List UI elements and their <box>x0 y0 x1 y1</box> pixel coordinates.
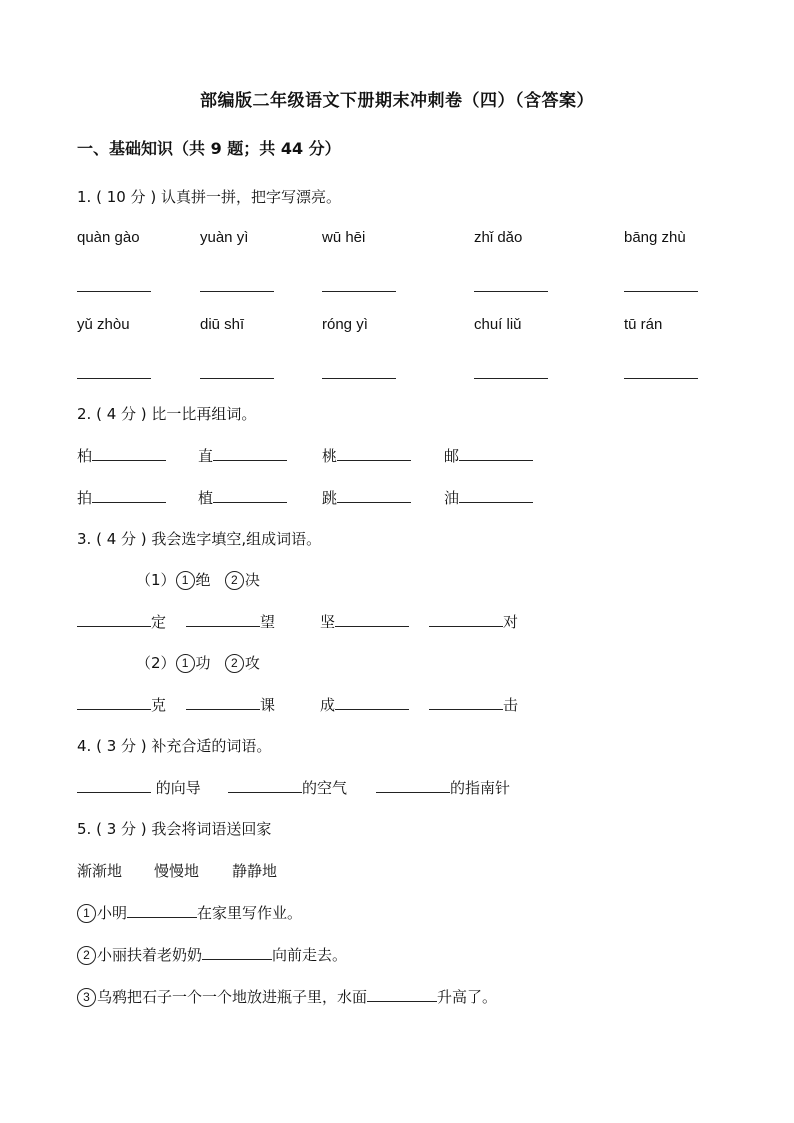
answer-blank[interactable] <box>92 501 166 503</box>
compare-char: 直 <box>198 447 214 465</box>
sentence-text: 小丽扶着老奶奶 <box>97 946 203 964</box>
word-bank-item: 渐渐地 <box>77 862 123 880</box>
sentence-2 <box>77 944 347 965</box>
circled-number-icon: 2 <box>225 654 244 673</box>
section-heading: 一、基础知识（共 9 题；共 44 分） <box>77 139 341 158</box>
circled-number-icon: 2 <box>77 946 96 965</box>
option-char: 攻 <box>244 654 260 672</box>
sentence-text: 乌鸦把石子一个一个地放进瓶子里，水面 <box>97 988 368 1006</box>
answer-blank[interactable] <box>624 290 698 292</box>
answer-blank[interactable] <box>228 791 302 793</box>
answer-blank[interactable] <box>459 459 533 461</box>
compare-char: 邮 <box>444 447 460 465</box>
answer-blank[interactable] <box>77 377 151 379</box>
answer-blank[interactable] <box>335 625 409 627</box>
choice-group-2 <box>136 652 260 673</box>
pinyin-5: bāng zhù <box>624 229 686 246</box>
pinyin-10: tū rán <box>624 316 663 333</box>
answer-blank[interactable] <box>77 791 151 793</box>
fill-item <box>77 777 201 798</box>
answer-blank[interactable] <box>367 1000 437 1002</box>
fill-item <box>376 777 510 798</box>
compare-char: 跳 <box>322 489 338 507</box>
word-char: 课 <box>260 696 276 714</box>
sentence-text: 向前走去。 <box>272 946 348 964</box>
answer-blank[interactable] <box>77 625 151 627</box>
fill-item <box>429 694 518 715</box>
answer-blank[interactable] <box>429 625 503 627</box>
compare-char: 油 <box>444 489 460 507</box>
question-3-heading: 3. ( 4 分 ) 我会选字填空,组成词语。 <box>77 530 322 548</box>
answer-blank[interactable] <box>77 290 151 292</box>
choice-group-1 <box>136 569 260 590</box>
sentence-text: 小明 <box>97 904 128 922</box>
answer-blank[interactable] <box>92 459 166 461</box>
answer-blank[interactable] <box>213 459 287 461</box>
phrase: 的向导 <box>155 779 201 797</box>
compare-item <box>444 487 533 508</box>
word-char: 击 <box>503 696 519 714</box>
sentence-3 <box>77 986 497 1007</box>
circled-number-icon: 2 <box>225 571 244 590</box>
answer-blank[interactable] <box>337 459 411 461</box>
answer-blank[interactable] <box>335 708 409 710</box>
answer-blank[interactable] <box>186 625 260 627</box>
answer-blank[interactable] <box>459 501 533 503</box>
option-char: 绝 <box>195 571 211 589</box>
answer-blank[interactable] <box>186 708 260 710</box>
compare-item <box>198 445 287 466</box>
sentence-text: 在家里写作业。 <box>197 904 303 922</box>
page-title: 部编版二年级语文下册期末冲刺卷（四）（含答案） <box>200 91 594 111</box>
answer-blank[interactable] <box>322 377 396 379</box>
answer-blank[interactable] <box>202 958 272 960</box>
fill-item <box>320 694 409 715</box>
compare-item <box>198 487 287 508</box>
circled-number-icon: 1 <box>176 654 195 673</box>
word-bank-item: 慢慢地 <box>154 862 200 880</box>
compare-item <box>322 487 411 508</box>
pinyin-1: quàn gào <box>77 229 140 246</box>
word-char: 克 <box>151 696 167 714</box>
compare-char: 桃 <box>322 447 338 465</box>
answer-blank[interactable] <box>376 791 450 793</box>
answer-blank[interactable] <box>322 290 396 292</box>
pinyin-4: zhǐ dǎo <box>474 229 523 246</box>
compare-item <box>322 445 411 466</box>
compare-char: 柏 <box>77 447 93 465</box>
answer-blank[interactable] <box>474 290 548 292</box>
circled-number-icon: 1 <box>176 571 195 590</box>
circled-number-icon: 3 <box>77 988 96 1007</box>
option-char: 功 <box>195 654 211 672</box>
sentence-text: 升高了。 <box>437 988 498 1006</box>
answer-blank[interactable] <box>474 377 548 379</box>
word-char: 对 <box>503 613 519 631</box>
pinyin-6: yǔ zhòu <box>77 316 130 333</box>
question-5-heading: 5. ( 3 分 ) 我会将词语送回家 <box>77 820 272 838</box>
compare-char: 拍 <box>77 489 93 507</box>
pinyin-9: chuí liǔ <box>474 316 522 333</box>
question-1-heading: 1. ( 10 分 ) 认真拼一拼，把字写漂亮。 <box>77 188 341 206</box>
circled-number-icon: 1 <box>77 904 96 923</box>
compare-item <box>444 445 533 466</box>
pinyin-8: róng yì <box>322 316 368 333</box>
fill-item <box>186 611 275 632</box>
compare-char: 植 <box>198 489 214 507</box>
fill-item <box>77 694 166 715</box>
word-char: 成 <box>320 696 336 714</box>
word-char: 坚 <box>320 613 336 631</box>
question-2-heading: 2. ( 4 分 ) 比一比再组词。 <box>77 405 257 423</box>
option-char: 决 <box>244 571 260 589</box>
fill-item <box>186 694 275 715</box>
pinyin-7: diū shī <box>200 316 245 333</box>
question-4-heading: 4. ( 3 分 ) 补充合适的词语。 <box>77 737 272 755</box>
fill-item <box>77 611 166 632</box>
fill-item <box>228 777 347 798</box>
answer-blank[interactable] <box>213 501 287 503</box>
answer-blank[interactable] <box>127 916 197 918</box>
answer-blank[interactable] <box>624 377 698 379</box>
answer-blank[interactable] <box>77 708 151 710</box>
sentence-1 <box>77 902 302 923</box>
answer-blank[interactable] <box>200 377 274 379</box>
group-number: （2） <box>136 654 176 672</box>
answer-blank[interactable] <box>337 501 411 503</box>
compare-item <box>77 445 166 466</box>
word-char: 望 <box>260 613 276 631</box>
word-char: 定 <box>151 613 167 631</box>
phrase: 的空气 <box>302 779 348 797</box>
fill-item <box>429 611 518 632</box>
compare-item <box>77 487 166 508</box>
pinyin-3: wū hēi <box>322 229 366 246</box>
pinyin-2: yuàn yì <box>200 229 249 246</box>
answer-blank[interactable] <box>429 708 503 710</box>
phrase: 的指南针 <box>450 779 511 797</box>
group-number: （1） <box>136 571 176 589</box>
answer-blank[interactable] <box>200 290 274 292</box>
fill-item <box>320 611 409 632</box>
word-bank-item: 静静地 <box>232 862 278 880</box>
